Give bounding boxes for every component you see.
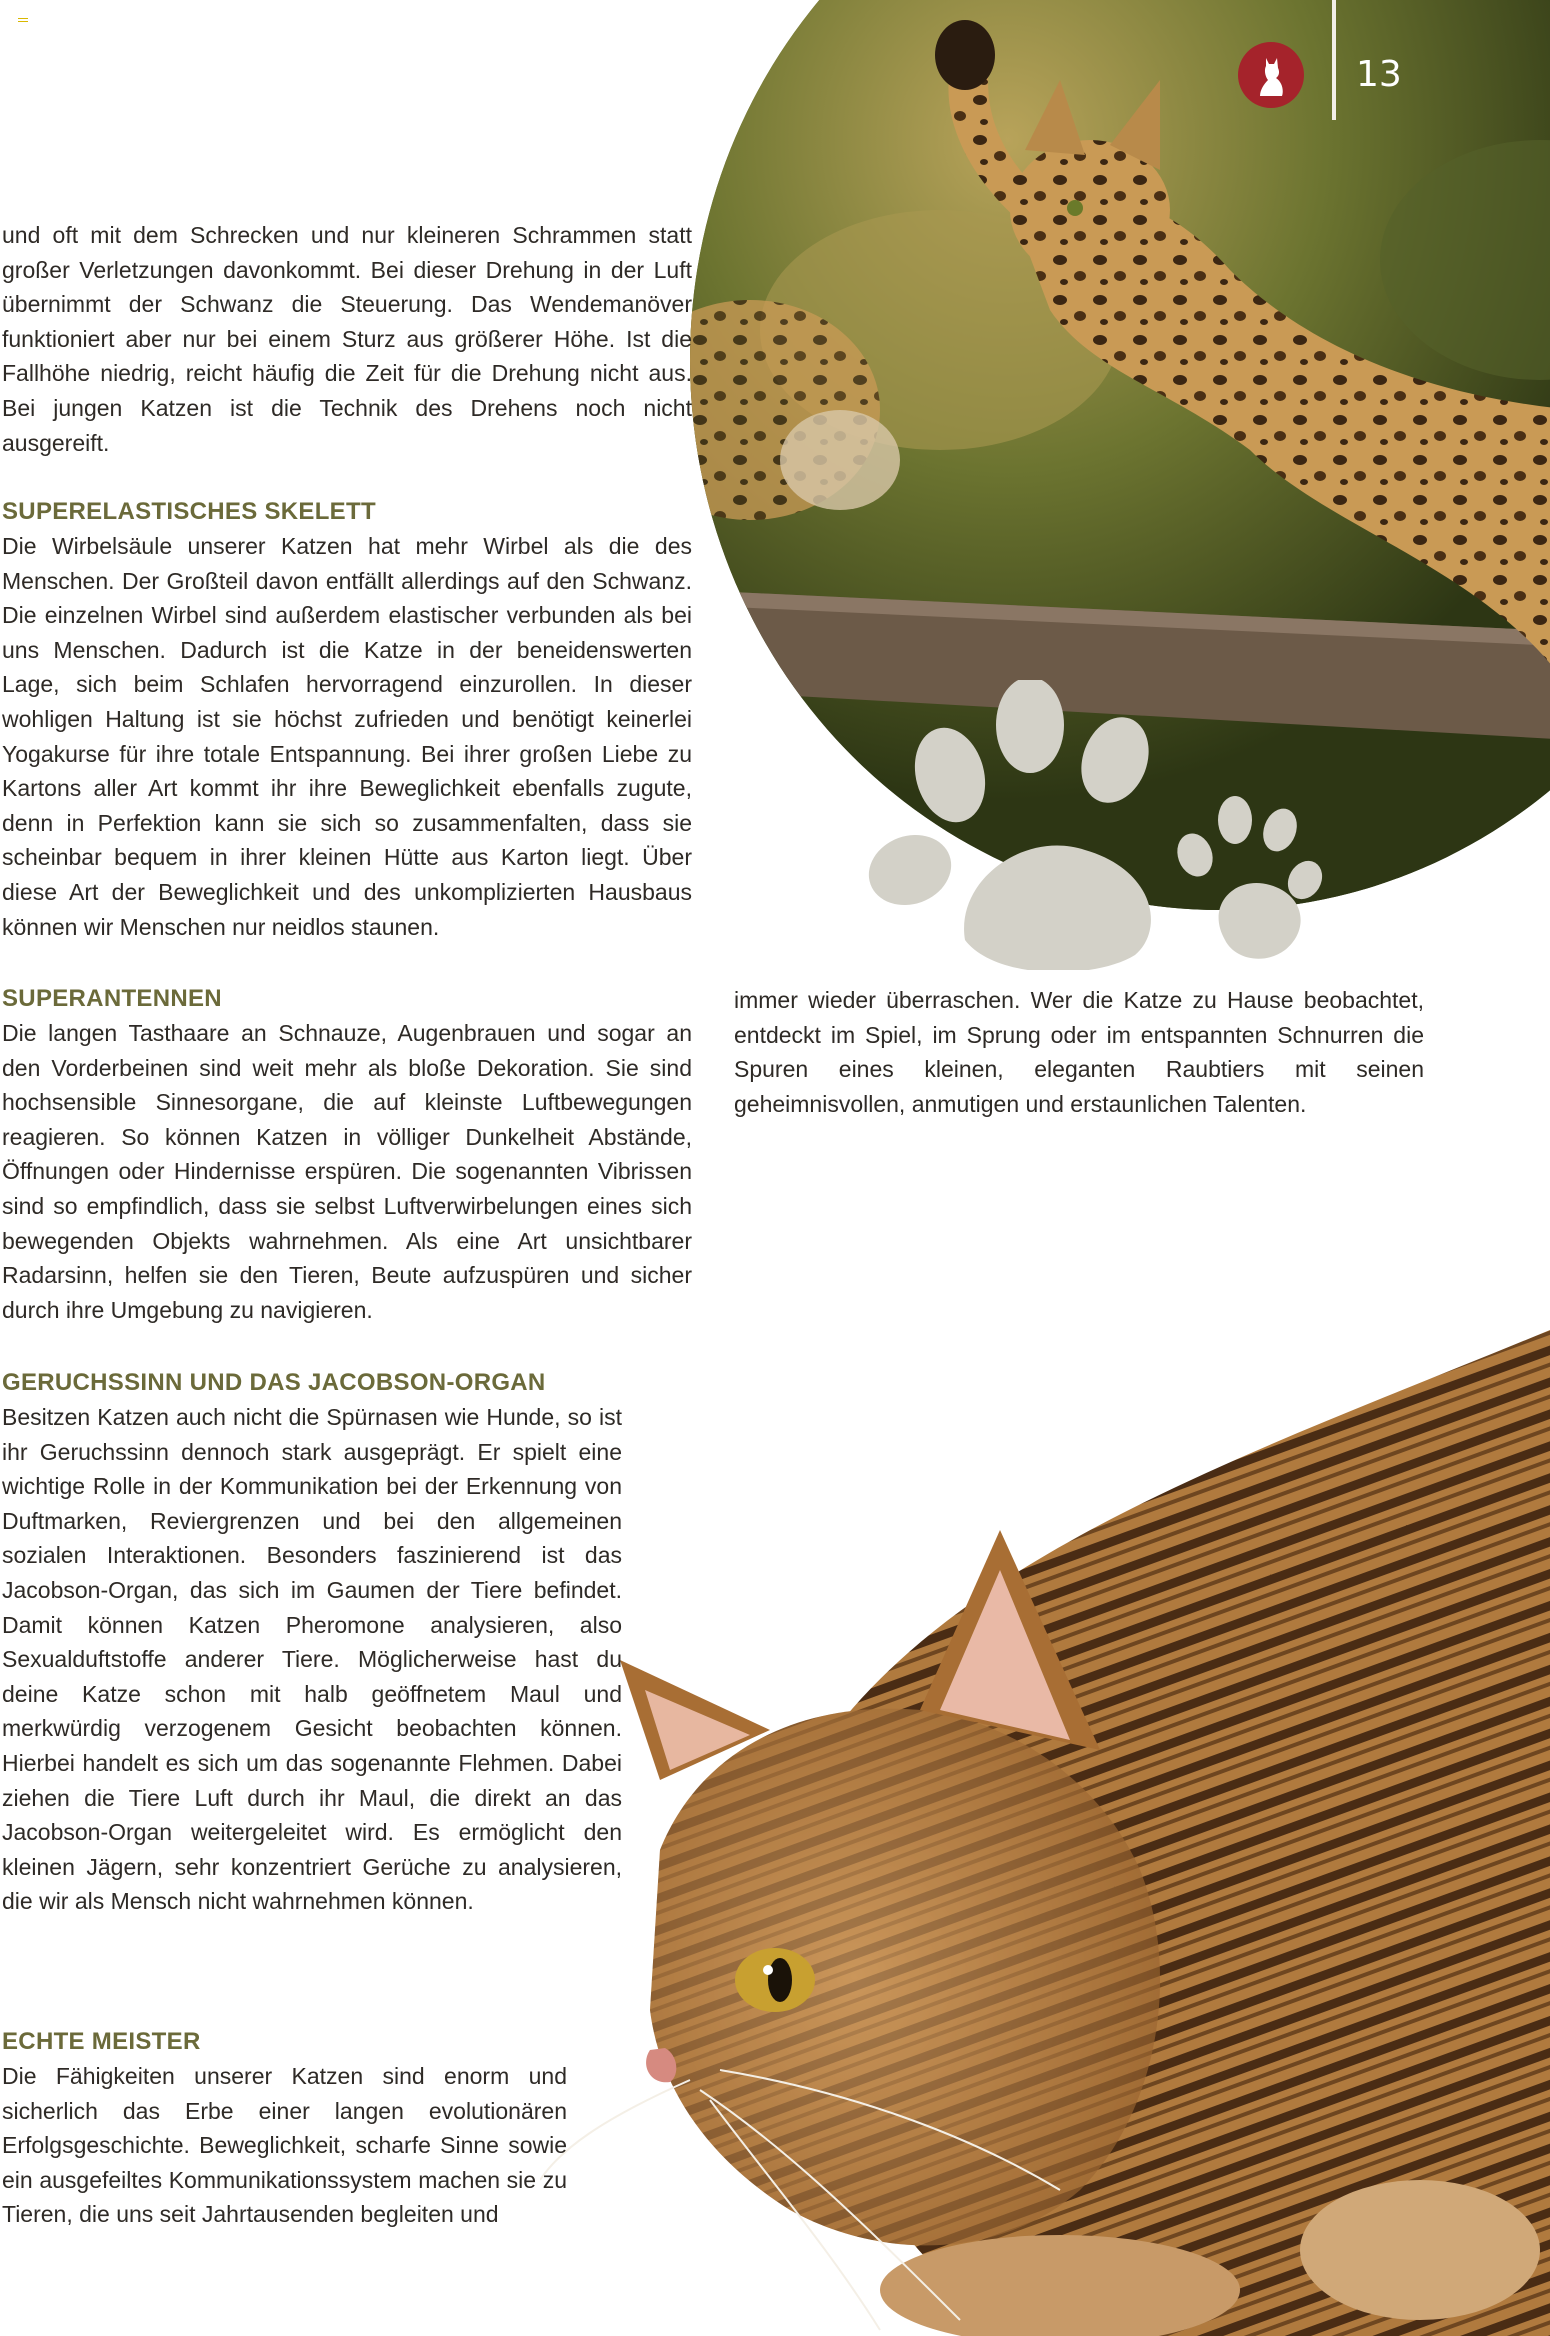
- paw-print-icon: [855, 680, 1335, 970]
- continuation-text: immer wieder überraschen. Wer die Katze zu Hause beobachtet, entdeckt im Spiel, im Sprung oder im entspannten Schnurren die Spuren eines kleinen, eleganten Raubtiers mit seinen geheimnisvollen, anmutigen und erstaunlichen Talenten.: [734, 987, 1424, 1117]
- menu-icon[interactable]: [18, 18, 28, 24]
- section-body: Die langen Tasthaare an Schnauze, Augenbrauen und sogar an den Vorderbeinen sind weit mehr als bloße Dekoration. Sie sind hochsensible Sinnesorgane, die auf kleinste Luftbewegungen reagieren. So können Katzen in völliger Dunkelheit Abstände, Öffnungen oder Hindernisse erspüren. Die sogenannten Vibrissen sind so empfindlich, dass sie selbst Luftverwirbelungen eines sich bewegenden Objekts wahrnehmen. Als eine Art unsichtbarer Radarsinn, helfen sie den Tieren, Beute aufzuspüren und sicher durch ihre Umgebung zu navigieren.: [2, 1020, 692, 1323]
- section-heading: SUPERELASTISCHES SKELETT: [2, 498, 376, 525]
- section-skelett: [2, 495, 692, 944]
- bengal-cat-photo: [540, 1330, 1550, 2336]
- continuation-paragraph: [734, 983, 1424, 1121]
- section-heading: ECHTE MEISTER: [2, 2028, 201, 2055]
- page-number: 13: [1356, 54, 1402, 95]
- cat-silhouette-icon: [1238, 42, 1304, 108]
- intro-paragraph: [2, 218, 692, 460]
- section-heading: SUPERANTENNEN: [2, 985, 222, 1012]
- section-heading: GERUCHSSINN UND DAS JACOBSON-ORGAN: [2, 1369, 546, 1396]
- page-divider: [1332, 0, 1336, 120]
- section-body: Die Fähigkeiten unserer Katzen sind enorm und sicherlich das Erbe einer langen evolutionären Erfolgsgeschichte. Beweglichkeit, scharfe Sinne sowie ein ausgefeiltes Kommunikationssystem machen sie zu Tieren, die uns seit Jahrtausenden begleiten und: [2, 2063, 567, 2228]
- section-antennen: [2, 982, 692, 1327]
- section-body: Besitzen Katzen auch nicht die Spürnasen wie Hunde, so ist ihr Geruchssinn dennoch stark ausgeprägt. Er spielt eine wichtige Rolle in der Kommunikation bei der Erkennung von Duftmarken, Reviergrenzen und bei den allgemeinen sozialen Interaktionen. Besonders faszinierend ist das Jacobson-Organ, das sich im Gaumen der Tiere befindet. Damit können Katzen Pheromone analysieren, also Sexualduftstoffe anderer Tiere. Möglicherweise hast du deine Katze schon mit halb geöffnetem Maul und merkwürdig verzogenem Gesicht beobachten können. Hierbei handelt es sich um das sogenannte Flehmen. Dabei ziehen die Tiere Luft durch ihr Maul, die direkt an das Jacobson-Organ weitergeleitet wird. Es ermöglicht den kleinen Jägern, sehr konzentriert Gerüche zu analysieren, die wir als Mensch nicht wahrnehmen können.: [2, 1404, 622, 1915]
- section-meister: [2, 2025, 567, 2232]
- section-geruch: [2, 1366, 622, 1919]
- section-body: Die Wirbelsäule unserer Katzen hat mehr Wirbel als die des Menschen. Der Großteil davon entfällt allerdings auf den Schwanz. Die einzelnen Wirbel sind außerdem elastischer verbunden als bei uns Menschen. Dadurch ist die Katze in der beneidenswerten Lage, sich beim Schlafen hervorragend einzurollen. In dieser wohligen Haltung ist sie höchst zufrieden und benötigt keinerlei Yogakurse für ihre totale Entspannung. Bei ihrer großen Liebe zu Kartons aller Art kommt ihr ihre Beweglichkeit ebenfalls zugute, denn in Perfektion kann sie sich so zusammenfalten, dass sie scheinbar bequem in ihrer kleinen Hütte aus Karton liegt. Über diese Art der Beweglichkeit und des unkomplizierten Hausbaus können wir Menschen nur neidlos staunen.: [2, 533, 692, 940]
- intro-text: und oft mit dem Schrecken und nur kleineren Schrammen statt großer Verletzungen davonkommt. Bei dieser Drehung in der Luft übernimmt der Schwanz die Steuerung. Das Wendemanöver funktioniert aber nur bei einem Sturz aus größerer Höhe. Ist die Fallhöhe niedrig, reicht häufig die Zeit für die Drehung nicht aus. Bei jungen Katzen ist die Technik des Drehens noch nicht ausgereift.: [2, 222, 692, 456]
